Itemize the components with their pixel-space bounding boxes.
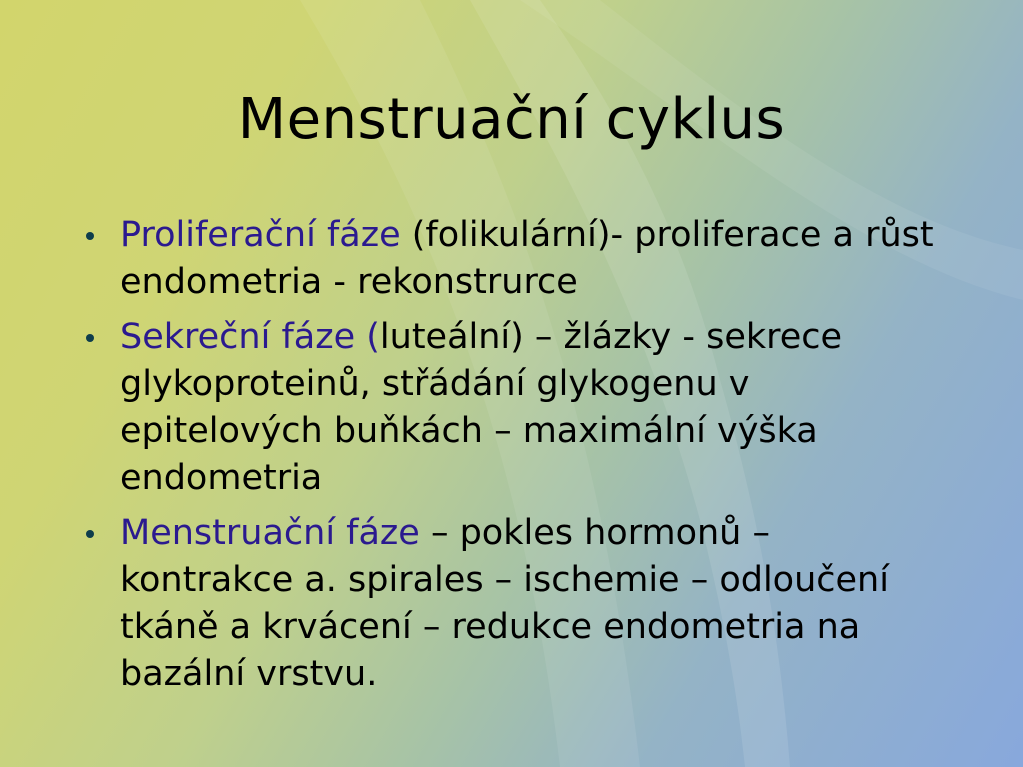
bullet-marker-icon <box>86 232 94 240</box>
bullet-term: Menstruační fáze <box>120 513 420 553</box>
bullet-item-menstrual-phase <box>86 510 946 698</box>
bullet-item-secretory-phase <box>86 314 946 502</box>
bullet-list <box>86 212 946 706</box>
bullet-text: luteální) – žlázky - sekrece glykoproteinů, střádání glykogenu v epitelových buňkách – maximální výška endometria <box>120 317 843 498</box>
bullet-marker-icon <box>86 530 94 538</box>
bullet-term: Proliferační fáze <box>120 215 401 255</box>
bullet-item-proliferative-phase <box>86 212 946 306</box>
bullet-term: Sekreční fáze ( <box>120 317 380 357</box>
bullet-marker-icon <box>86 334 94 342</box>
slide-title: Menstruační cyklus <box>237 87 786 152</box>
bullet-text: – pokles hormonů – kontrakce a. spirales – ischemie – odloučení tkáně a krvácení – redukce endometria na bazální vrstvu. <box>120 513 889 694</box>
bullet-text: (folikulární)- proliferace a růst endometria - rekonstrurce <box>120 215 934 302</box>
